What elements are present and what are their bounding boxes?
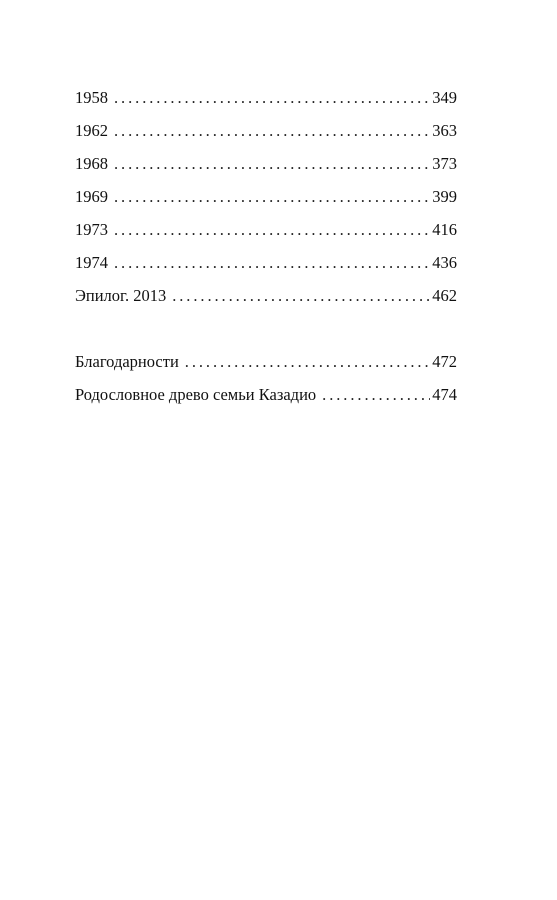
toc-page-number: 416 (432, 220, 457, 239)
toc-entry-1968[interactable] (75, 152, 457, 185)
toc-entry-title: 1968 (75, 154, 108, 173)
toc-page-number: 462 (432, 286, 457, 305)
toc-dot-leader (172, 284, 430, 308)
toc-entry-1973[interactable] (75, 218, 457, 251)
toc-dot-leader (322, 383, 430, 407)
toc-page-number: 363 (432, 121, 457, 140)
toc-dot-leader (114, 119, 430, 143)
toc-dot-leader (114, 251, 430, 275)
toc-page-number: 373 (432, 154, 457, 173)
toc-dot-leader (114, 152, 430, 176)
toc-entry-1962[interactable] (75, 119, 457, 152)
toc-entry-title: 1962 (75, 121, 108, 140)
toc-entry-epilogue[interactable] (75, 284, 457, 317)
toc-entry-title: 1974 (75, 253, 108, 272)
toc-entry-title: 1973 (75, 220, 108, 239)
toc-page-number: 472 (432, 352, 457, 371)
toc-group-back-matter (75, 350, 457, 416)
toc-page-number: 399 (432, 187, 457, 206)
table-of-contents (75, 86, 457, 416)
toc-dot-leader (114, 86, 430, 110)
toc-dot-leader (114, 185, 430, 209)
toc-group-chapters (75, 86, 457, 317)
toc-entry-1974[interactable] (75, 251, 457, 284)
toc-page-number: 349 (432, 88, 457, 107)
toc-entry-acknowledgements[interactable] (75, 350, 457, 383)
toc-entry-title: 1969 (75, 187, 108, 206)
toc-entry-1958[interactable] (75, 86, 457, 119)
toc-entry-1969[interactable] (75, 185, 457, 218)
toc-page-number: 474 (432, 385, 457, 404)
toc-entry-title: Благодарности (75, 352, 179, 371)
toc-entry-title: Родословное древо семьи Казадио (75, 385, 317, 404)
toc-entry-title: 1958 (75, 88, 108, 107)
toc-dot-leader (185, 350, 430, 374)
toc-entry-title: Эпилог. 2013 (75, 286, 167, 305)
toc-entry-family-tree[interactable] (75, 383, 457, 416)
toc-page-number: 436 (432, 253, 457, 272)
toc-dot-leader (114, 218, 430, 242)
